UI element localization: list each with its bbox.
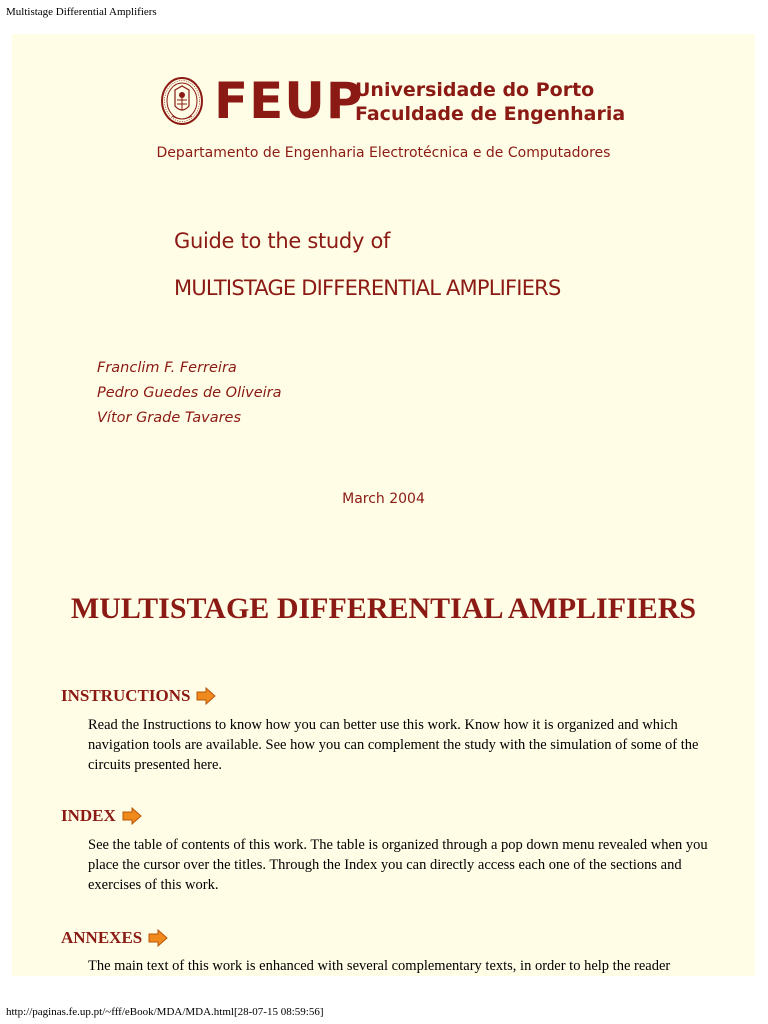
author: Franclim F. Ferreira	[97, 360, 237, 376]
arrow-right-icon[interactable]	[196, 687, 216, 705]
arrow-right-icon[interactable]	[148, 929, 168, 947]
section-title: ANNEXES	[61, 928, 143, 947]
logo-text	[355, 78, 625, 126]
logo-university: Universidade do Porto	[355, 79, 595, 101]
arrow-right-icon[interactable]	[122, 807, 142, 825]
print-header: Multistage Differential Amplifiers	[6, 6, 157, 18]
section-text: Read the Instructions to know how you can better use this work. Know how it is organized and which navigation tools are available. See how you can complement the study with the simulation of some of the circuits presented here.	[88, 717, 699, 773]
department: Departamento de Engenharia Electrotécnica e de Computadores	[156, 145, 611, 161]
logo-faculty: Faculdade de Engenharia	[355, 103, 626, 125]
author: Pedro Guedes de Oliveira	[97, 385, 282, 401]
section-text: The main text of this work is enhanced with several complementary texts, in order to help the reader	[88, 958, 671, 974]
author-list	[97, 356, 282, 431]
page-content	[12, 34, 755, 976]
section-title: INDEX	[61, 806, 116, 825]
guide-title: MULTISTAGE DIFFERENTIAL AMPLIFIERS	[174, 276, 561, 300]
section-title: INSTRUCTIONS	[61, 686, 191, 705]
guide-intro: Guide to the study of	[174, 229, 391, 253]
publication-date: March 2004	[342, 491, 425, 507]
section-link-instructions[interactable]	[61, 686, 216, 706]
print-footer: http://paginas.fe.up.pt/~fff/eBook/MDA/MDA.html[28-07-15 08:59:56]	[6, 1006, 324, 1018]
section-link-annexes[interactable]	[61, 928, 168, 948]
main-heading: MULTISTAGE DIFFERENTIAL AMPLIFIERS	[70, 592, 697, 625]
section-text: See the table of contents of this work. The table is organized through a pop down menu revealed when you place the cursor over the titles. Through the Index you can directly access each one of the sections and exercises of this work.	[88, 837, 708, 893]
section-link-index[interactable]	[61, 806, 142, 826]
university-seal-icon	[160, 76, 204, 126]
author: Vítor Grade Tavares	[97, 410, 242, 426]
logo-acronym: FEUP	[214, 72, 364, 130]
